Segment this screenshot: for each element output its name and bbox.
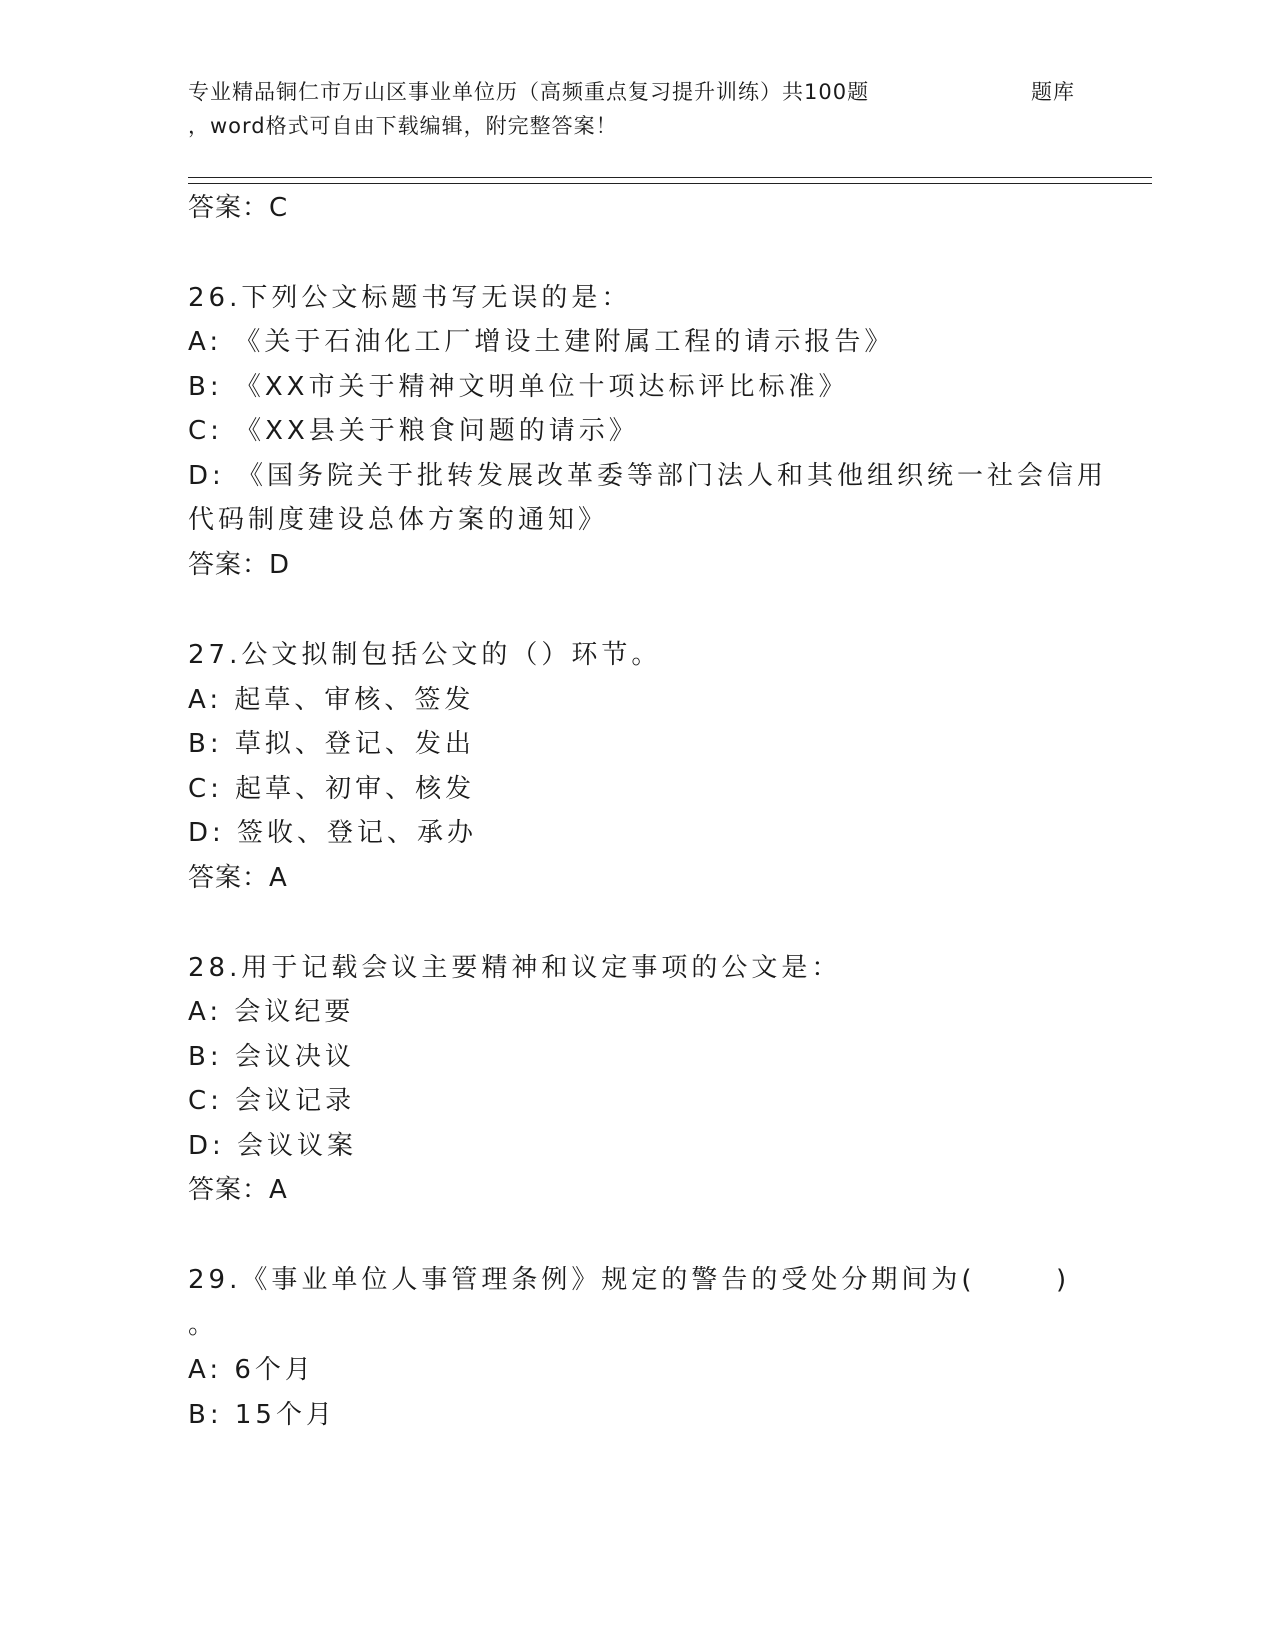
question-26-answer: 答案：D: [188, 550, 291, 580]
question-26-option-c: C: 《XX县关于粮食问题的请示》: [188, 416, 639, 446]
question-29-option-b: B: 15个月: [188, 1400, 336, 1430]
question-28-option-c: C: 会议记录: [188, 1086, 356, 1116]
question-26-option-b: B: 《XX市关于精神文明单位十项达标评比标准》: [188, 372, 849, 402]
question-26-text: 26.下列公文标题书写无误的是：: [188, 283, 632, 313]
question-27-option-c: C: 起草、初审、核发: [188, 774, 476, 804]
question-27-option-b: B: 草拟、登记、发出: [188, 729, 475, 759]
question-26-option-d-continued: 代码制度建设总体方案的通知》: [188, 505, 609, 535]
question-28-option-b: B: 会议决议: [188, 1042, 355, 1072]
question-29-blank-close: ): [1056, 1265, 1067, 1295]
question-27-option-a: A: 起草、审核、签发: [188, 685, 475, 715]
header-title-tag: 题库: [1031, 80, 1075, 104]
question-29-text-end: 。: [188, 1310, 219, 1340]
question-27-answer: 答案：A: [188, 863, 288, 893]
question-28-option-d: D: 会议议案: [188, 1131, 358, 1161]
question-27-option-d: D: 签收、登记、承办: [188, 818, 478, 848]
question-26-option-d: D: 《国务院关于批转发展改革委等部门法人和其他组织统一社会信用: [188, 461, 1108, 491]
previous-answer: 答案：C: [188, 193, 289, 223]
question-29-option-a: A: 6个月: [188, 1355, 315, 1385]
question-28-option-a: A: 会议纪要: [188, 997, 355, 1027]
question-26-option-a: A: 《关于石油化工厂增设土建附属工程的请示报告》: [188, 327, 895, 357]
header-title-line2: ，word格式可自由下载编辑，附完整答案！: [188, 114, 618, 138]
header-title-line1: 专业精品铜仁市万山区事业单位历（高频重点复习提升训练）共100题: [188, 80, 870, 104]
question-29-text: 29.《事业单位人事管理条例》规定的警告的受处分期间为(: [188, 1265, 976, 1295]
question-28-text: 28.用于记载会议主要精神和议定事项的公文是：: [188, 953, 842, 983]
question-27-text: 27.公文拟制包括公文的（）环节。: [188, 640, 662, 670]
header-rule-top: [188, 177, 1152, 178]
question-28-answer: 答案：A: [188, 1175, 288, 1205]
header-rule-bottom: [188, 183, 1152, 184]
